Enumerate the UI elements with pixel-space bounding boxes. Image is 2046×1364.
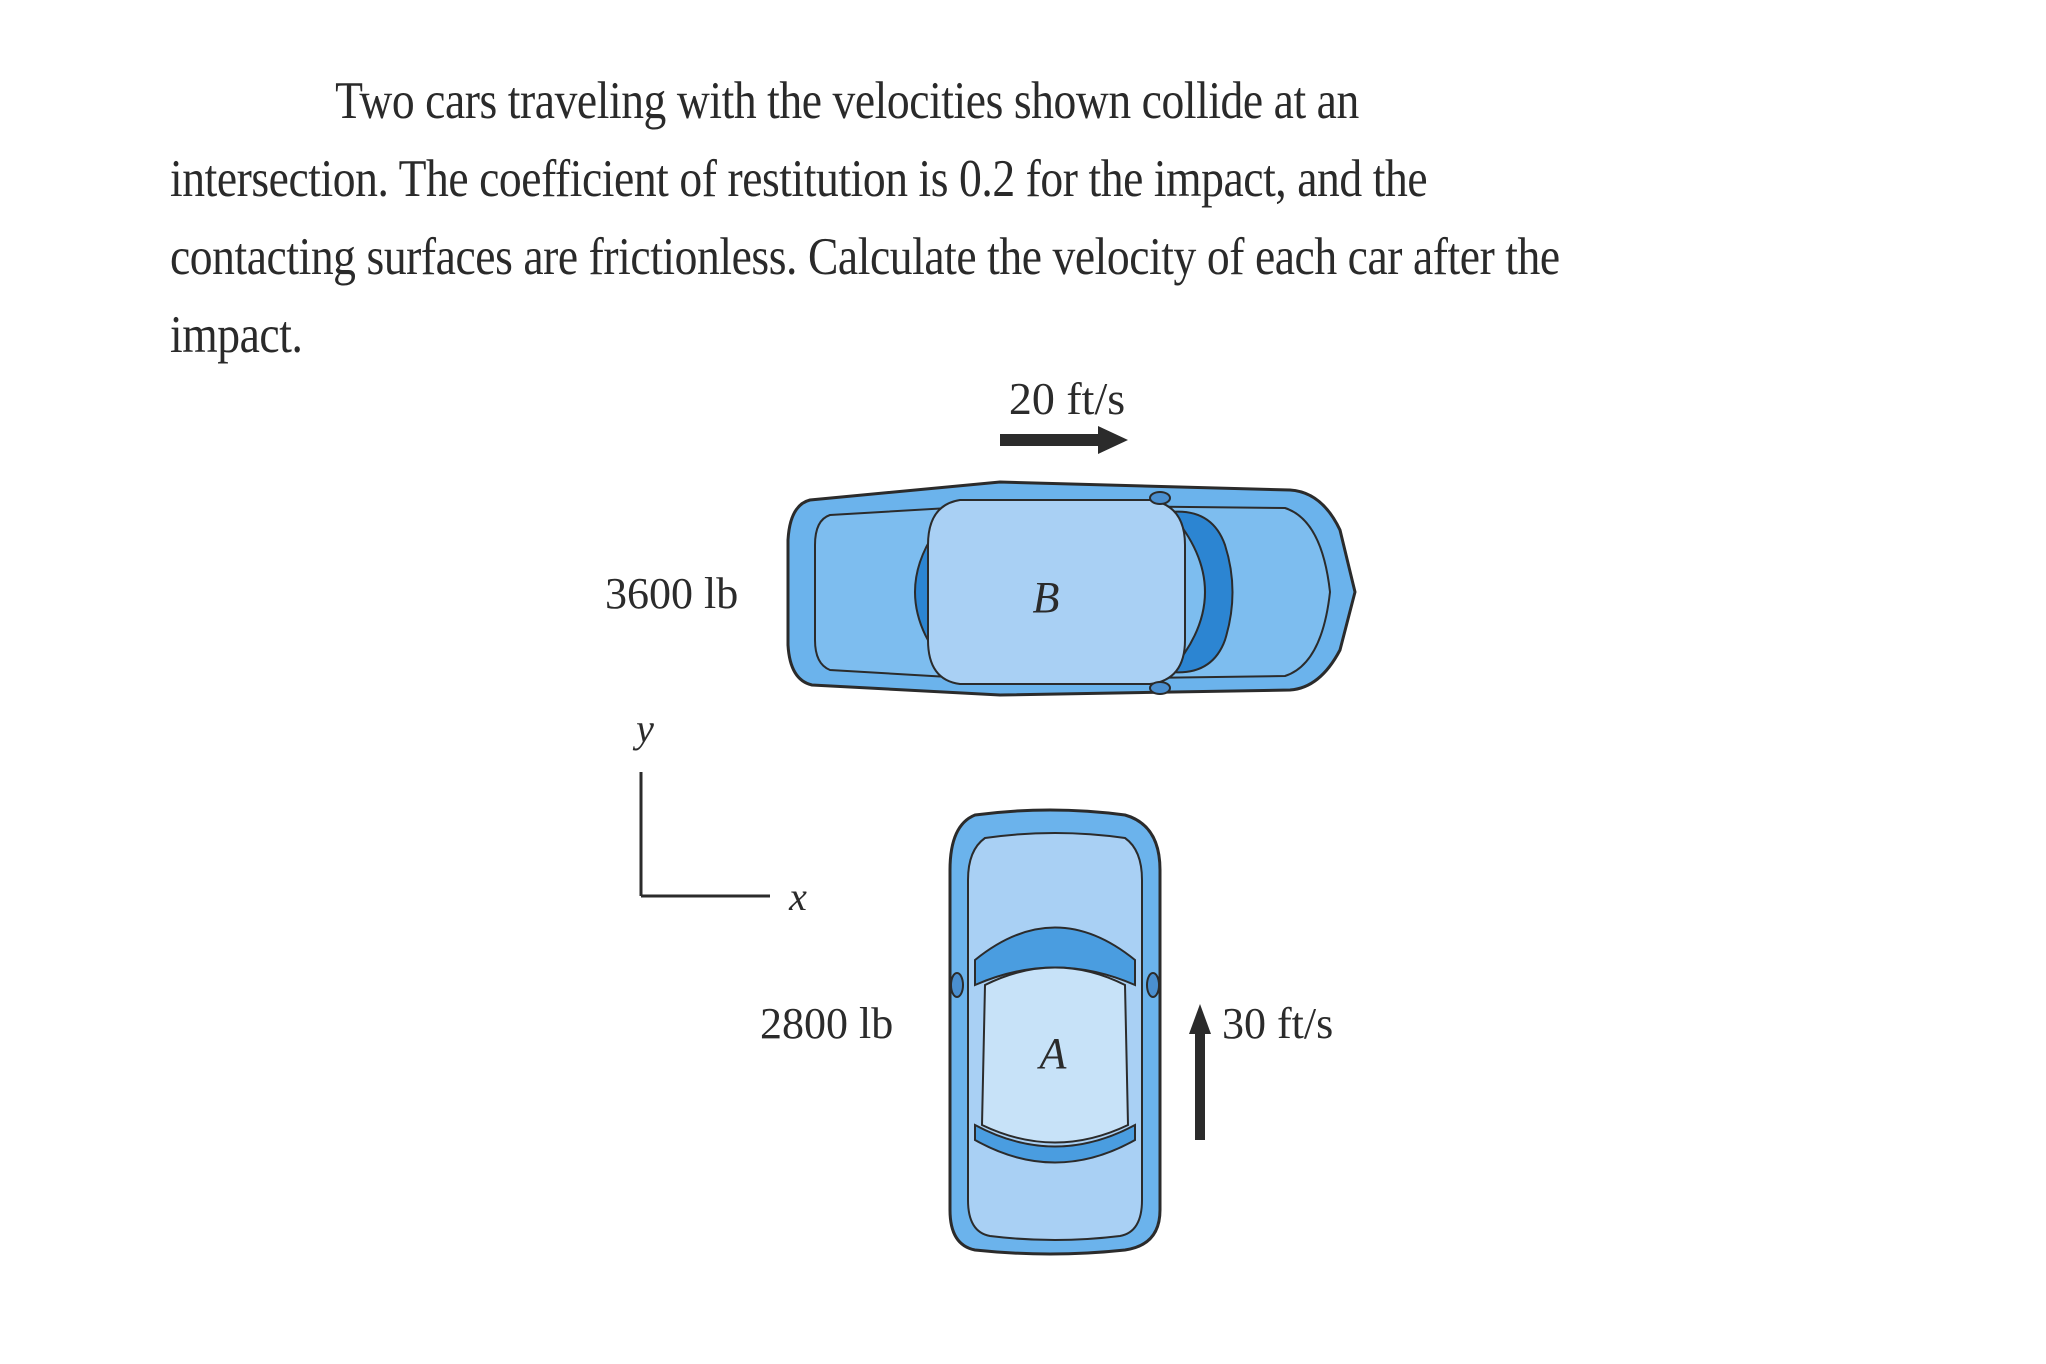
car-b-label: B xyxy=(1032,573,1060,622)
coordinate-axes xyxy=(641,772,770,896)
car-b-weight-label: 3600 lb xyxy=(605,569,739,618)
car-b xyxy=(788,482,1355,695)
car-a-mirror-left xyxy=(951,973,963,997)
velocity-arrow-b xyxy=(1000,426,1128,454)
car-a-mirror-right xyxy=(1147,973,1159,997)
y-axis-label: y xyxy=(636,706,654,751)
car-a-weight-label: 2800 lb xyxy=(760,999,894,1048)
x-axis-label: x xyxy=(789,874,807,919)
car-b-mirror-bottom xyxy=(1150,682,1170,694)
problem-statement: Two cars traveling with the velocities shown collide at an intersection. The coefficient of restitution is 0.2 for the impact, and the contacting surfaces are frictionless. Calculate the velocity of each car after the impact. xyxy=(170,72,1560,364)
car-b-mirror-top xyxy=(1150,492,1170,504)
car-a-label: A xyxy=(1039,1029,1067,1078)
car-b-velocity-label: 20 ft/s xyxy=(1008,373,1126,424)
car-a-velocity-label: 30 ft/s xyxy=(1222,999,1334,1048)
velocity-arrow-a xyxy=(1189,1004,1211,1140)
